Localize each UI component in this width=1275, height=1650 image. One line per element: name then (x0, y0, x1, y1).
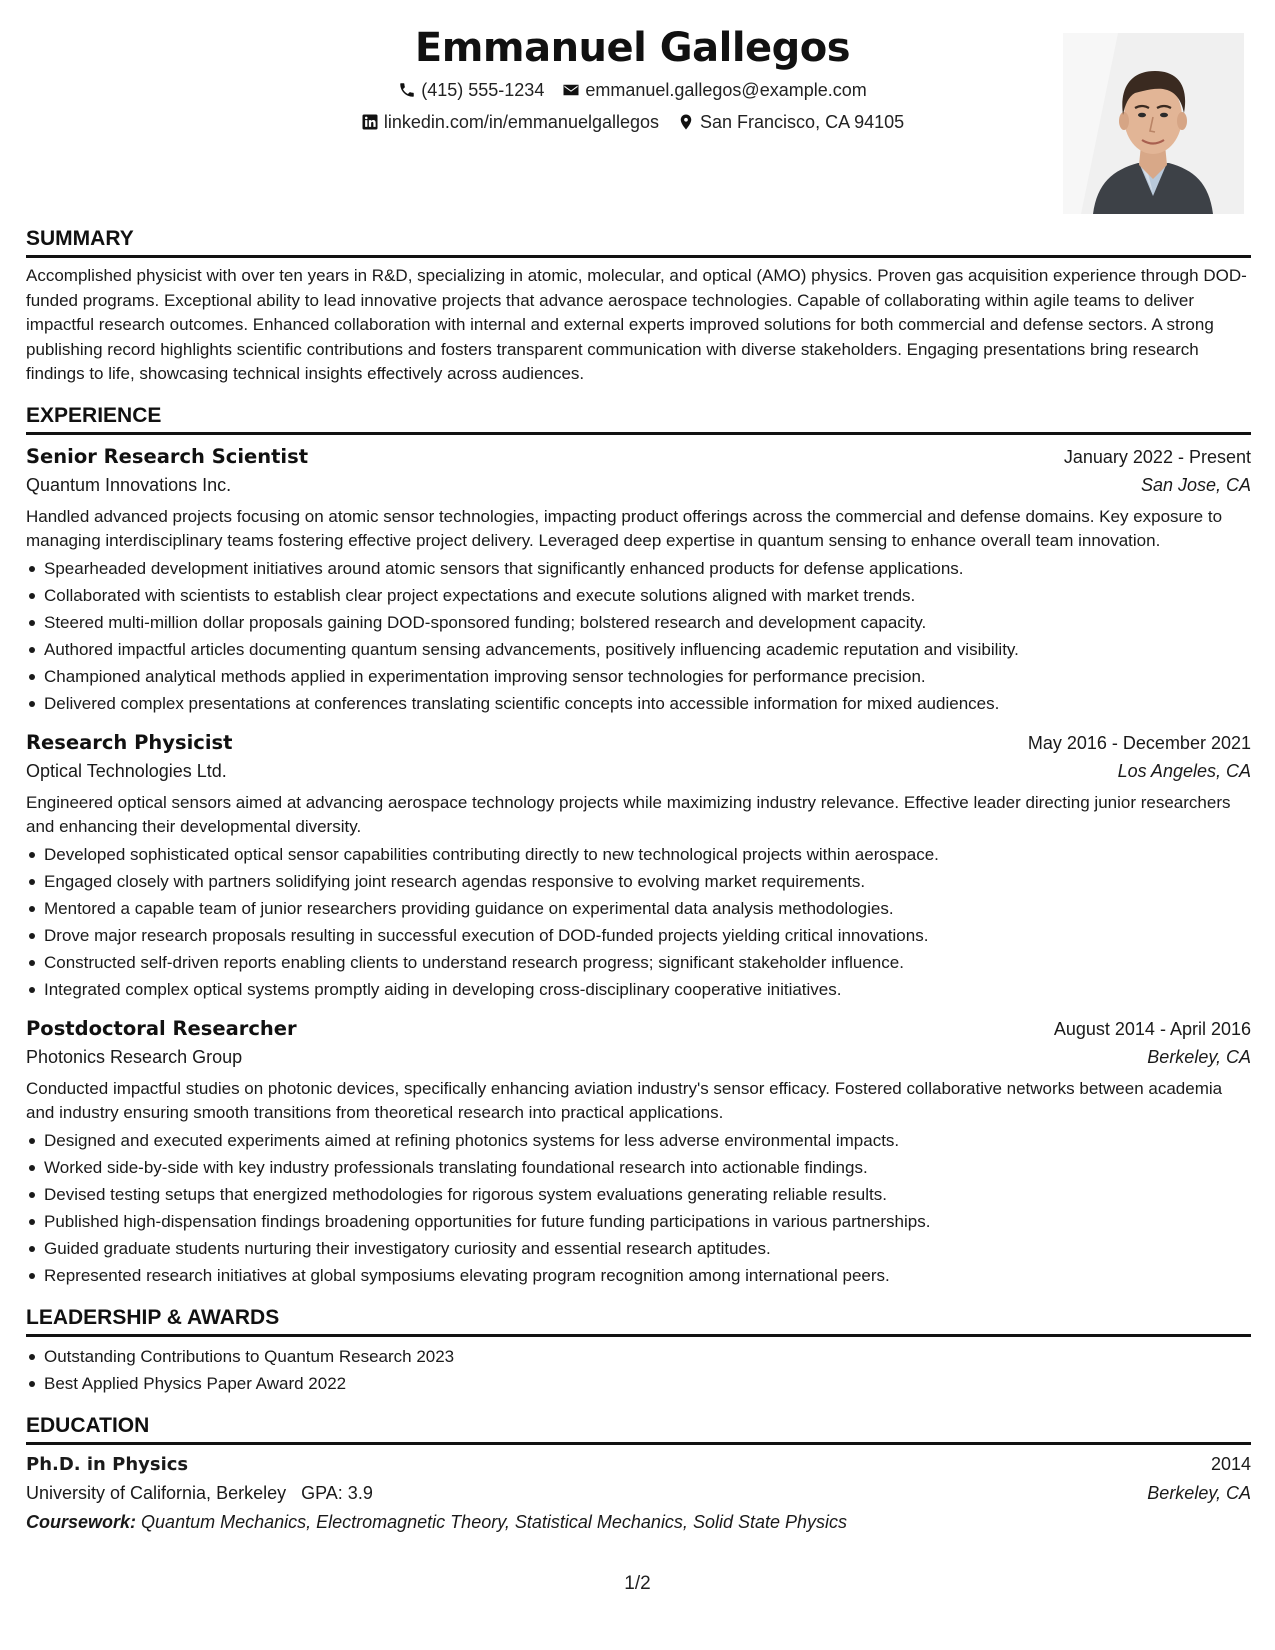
coursework-text: Quantum Mechanics, Electromagnetic Theory, Statistical Mechanics, Solid State Physics (141, 1511, 848, 1532)
school-location: Berkeley, CA (1147, 1482, 1251, 1503)
job-description: Engineered optical sensors aimed at advancing aerospace technology projects while maximizing industry relevance. Effective leader directing junior researchers and enhancing their developmental diversity. (26, 792, 1231, 836)
job-bullets (26, 841, 1251, 1003)
degree-title: Ph.D. in Physics (26, 1453, 189, 1475)
job-title: Senior Research Scientist (26, 444, 309, 468)
summary-section (26, 226, 1251, 387)
graduation-year: 2014 (1210, 1453, 1251, 1474)
summary-text: Accomplished physicist with over ten years in R&D, specializing in atomic, molecular, and optical (AMO) physics. Proven gas acquisition experience through DOD-funded programs. Exceptional ability to lead innovative projects that advance aerospace technologies. Capable of collaborating within agile teams to deliver impactful research outcomes. Enhanced collaboration with internal and external experts improved solutions for both commercial and defense sectors. A strong publishing record highlights scientific contributions and fosters transparent communication with diverse stakeholders. Engaging presentations bring research findings to life, showcasing technical insights effectively across audiences. (26, 266, 1247, 383)
summary-heading: SUMMARY (26, 226, 1251, 258)
contact-linkedin (361, 110, 659, 134)
page-number: 1/2 (624, 1573, 651, 1594)
job-location: San Jose, CA (1140, 474, 1251, 495)
bullet-item: Drove major research proposals resulting in successful execution of DOD-funded projects yielding critical innovations. (26, 922, 1251, 949)
job-company: Optical Technologies Ltd. (26, 760, 227, 781)
job-dates: January 2022 - Present (1063, 446, 1251, 467)
bullet-item: Devised testing setups that energized methodologies for rigorous system evaluations generating reliable results. (26, 1181, 1251, 1208)
award-item: Best Applied Physics Paper Award 2022 (26, 1370, 1251, 1397)
leadership-heading: LEADERSHIP & AWARDS (26, 1305, 1251, 1337)
job-location: Los Angeles, CA (1117, 760, 1251, 781)
job-description: Conducted impactful studies on photonic devices, specifically enhancing aviation industry's sensor efficacy. Fostered collaborative networks between academia and industry ensuring smooth transitions from theoretical research into practical applications. (26, 1078, 1223, 1122)
phone-icon (398, 81, 416, 99)
linkedin-text[interactable]: linkedin.com/in/emmanuelgallegos (383, 112, 660, 132)
envelope-icon (562, 81, 580, 99)
contact-phone (398, 78, 544, 102)
job-title: Research Physicist (26, 730, 233, 754)
school-line (26, 1479, 373, 1508)
bullet-item: Guided graduate students nurturing their investigatory curiosity and essential research aptitudes. (26, 1235, 1251, 1262)
candidate-name: Emmanuel Gallegos (414, 25, 851, 71)
bullet-item: Integrated complex optical systems promptly aiding in developing cross-disciplinary cooperative initiatives. (26, 976, 1251, 1003)
school-name: University of California, Berkeley (26, 1482, 287, 1503)
bullet-item: Published high-dispensation findings broadening opportunities for future funding participations in various partnerships. (26, 1208, 1251, 1235)
job-bullets (26, 1127, 1251, 1289)
location-text: San Francisco, CA 94105 (700, 112, 905, 132)
experience-heading: EXPERIENCE (26, 403, 1251, 435)
leadership-section (26, 1305, 1251, 1397)
bullet-item: Represented research initiatives at global symposiums elevating program recognition among international peers. (26, 1262, 1251, 1289)
profile-photo (1063, 33, 1244, 214)
job-company: Photonics Research Group (26, 1046, 243, 1067)
email-text[interactable]: emmanuel.gallegos@example.com (585, 80, 867, 100)
bullet-item: Steered multi-million dollar proposals gaining DOD-sponsored funding; bolstered research and development capacity. (26, 609, 1251, 636)
coursework-line (26, 1508, 1251, 1537)
job-entry (26, 443, 1251, 717)
bullet-item: Collaborated with scientists to establish clear project expectations and execute solutions aligned with market trends. (26, 582, 1251, 609)
job-title: Postdoctoral Researcher (26, 1016, 297, 1040)
bullet-item: Spearheaded development initiatives around atomic sensors that significantly enhanced products for defense applications. (26, 555, 1251, 582)
linkedin-icon (361, 113, 379, 131)
coursework-label: Coursework: (26, 1511, 137, 1532)
job-entry (26, 1015, 1251, 1289)
job-dates: May 2016 - December 2021 (1027, 732, 1251, 753)
bullet-item: Constructed self-driven reports enabling clients to understand research progress; significant stakeholder influence. (26, 949, 1251, 976)
contact-email (562, 78, 866, 102)
bullet-item: Mentored a capable team of junior researchers providing guidance on experimental data analysis methodologies. (26, 895, 1251, 922)
phone-text[interactable]: (415) 555-1234 (421, 80, 545, 100)
bullet-item: Designed and executed experiments aimed at refining photonics systems for less adverse environmental impacts. (26, 1127, 1251, 1154)
experience-section (26, 403, 1251, 1289)
bullet-item: Championed analytical methods applied in experimentation improving sensor technologies for performance precision. (26, 663, 1251, 690)
resume-content (26, 226, 1251, 1553)
job-dates: August 2014 - April 2016 (1053, 1018, 1251, 1039)
awards-list (26, 1343, 1251, 1397)
education-section (26, 1413, 1251, 1537)
contact-location (677, 110, 904, 134)
bullet-item: Delivered complex presentations at conferences translating scientific concepts into accessible information for mixed audiences. (26, 690, 1251, 717)
map-pin-icon (677, 113, 695, 131)
bullet-item: Authored impactful articles documenting quantum sensing advancements, positively influencing academic reputation and visibility. (26, 636, 1251, 663)
job-company: Quantum Innovations Inc. (26, 474, 232, 495)
gpa: GPA: 3.9 (301, 1482, 373, 1503)
education-heading: EDUCATION (26, 1413, 1251, 1445)
bullet-item: Engaged closely with partners solidifying joint research agendas responsive to evolving market requirements. (26, 868, 1251, 895)
bullet-item: Worked side-by-side with key industry professionals translating foundational research into actionable findings. (26, 1154, 1251, 1181)
job-description: Handled advanced projects focusing on atomic sensor technologies, impacting product offerings across the commercial and defense domains. Key exposure to managing interdisciplinary teams fostering effective project delivery. Leveraged deep expertise in quantum sensing to enhance overall team innovation. (26, 506, 1223, 550)
bullet-item: Developed sophisticated optical sensor capabilities contributing directly to new technological projects within aerospace. (26, 841, 1251, 868)
award-item: Outstanding Contributions to Quantum Research 2023 (26, 1343, 1251, 1370)
job-bullets (26, 555, 1251, 717)
job-location: Berkeley, CA (1147, 1046, 1251, 1067)
job-entry (26, 729, 1251, 1003)
